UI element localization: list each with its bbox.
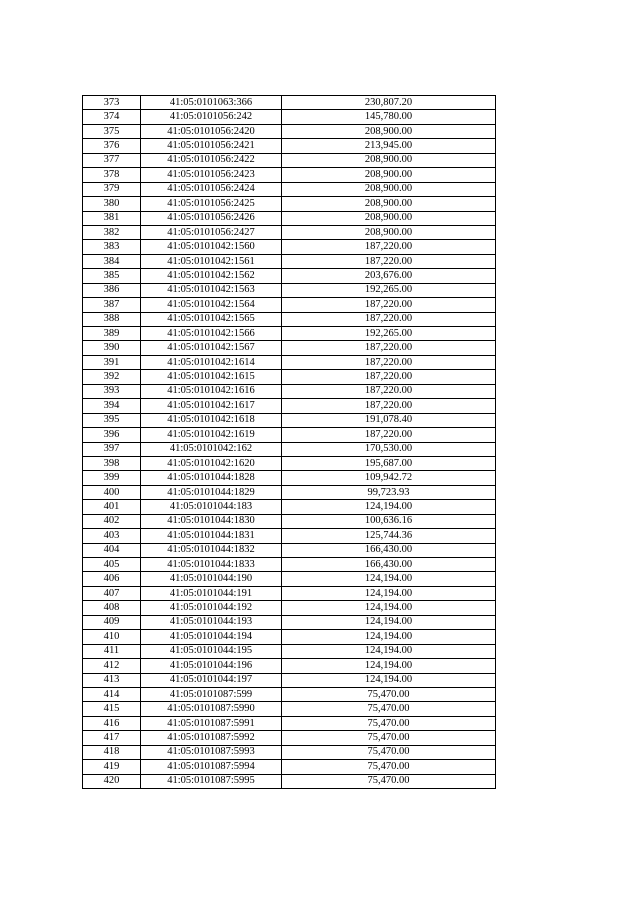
row-number-cell: 416 (83, 716, 141, 730)
table-row (83, 428, 496, 442)
row-number-cell: 382 (83, 225, 141, 239)
row-number-cell: 409 (83, 615, 141, 629)
table-row (83, 586, 496, 600)
table-row (83, 615, 496, 629)
value-cell: 145,780.00 (282, 110, 496, 124)
cadastral-number-cell: 41:05:0101042:1562 (141, 269, 282, 283)
cadastral-number-cell: 41:05:0101042:1616 (141, 384, 282, 398)
table-row (83, 413, 496, 427)
value-cell: 187,220.00 (282, 341, 496, 355)
table-row (83, 254, 496, 268)
value-cell: 124,194.00 (282, 500, 496, 514)
table-row (83, 355, 496, 369)
row-number-cell: 413 (83, 673, 141, 687)
value-cell: 187,220.00 (282, 355, 496, 369)
row-number-cell: 400 (83, 485, 141, 499)
value-cell: 187,220.00 (282, 312, 496, 326)
table-row (83, 630, 496, 644)
cadastral-number-cell: 41:05:0101044:193 (141, 615, 282, 629)
table-row (83, 370, 496, 384)
cadastral-number-cell: 41:05:0101042:162 (141, 442, 282, 456)
cadastral-number-cell: 41:05:0101056:2421 (141, 139, 282, 153)
row-number-cell: 373 (83, 96, 141, 110)
cadastral-number-cell: 41:05:0101042:1614 (141, 355, 282, 369)
cadastral-number-cell: 41:05:0101042:1565 (141, 312, 282, 326)
cadastral-number-cell: 41:05:0101087:5992 (141, 731, 282, 745)
value-cell: 187,220.00 (282, 298, 496, 312)
table-row (83, 659, 496, 673)
cadastral-number-cell: 41:05:0101087:5993 (141, 745, 282, 759)
value-cell: 170,530.00 (282, 442, 496, 456)
row-number-cell: 378 (83, 168, 141, 182)
value-cell: 192,265.00 (282, 327, 496, 341)
cadastral-number-cell: 41:05:0101042:1567 (141, 341, 282, 355)
cadastral-number-cell: 41:05:0101044:1829 (141, 485, 282, 499)
table-row (83, 110, 496, 124)
row-number-cell: 420 (83, 774, 141, 788)
cadastral-number-cell: 41:05:0101056:2424 (141, 182, 282, 196)
table-row (83, 269, 496, 283)
value-cell: 191,078.40 (282, 413, 496, 427)
row-number-cell: 405 (83, 558, 141, 572)
cadastral-number-cell: 41:05:0101044:1832 (141, 543, 282, 557)
cadastral-number-cell: 41:05:0101087:5994 (141, 760, 282, 774)
row-number-cell: 406 (83, 572, 141, 586)
cadastral-number-cell: 41:05:0101056:242 (141, 110, 282, 124)
row-number-cell: 388 (83, 312, 141, 326)
value-cell: 208,900.00 (282, 197, 496, 211)
cadastral-number-cell: 41:05:0101044:190 (141, 572, 282, 586)
cadastral-number-cell: 41:05:0101044:191 (141, 586, 282, 600)
value-cell: 75,470.00 (282, 716, 496, 730)
value-cell: 75,470.00 (282, 760, 496, 774)
value-cell: 187,220.00 (282, 399, 496, 413)
cadastral-number-cell: 41:05:0101042:1566 (141, 327, 282, 341)
cadastral-number-cell: 41:05:0101044:1828 (141, 471, 282, 485)
row-number-cell: 375 (83, 124, 141, 138)
row-number-cell: 390 (83, 341, 141, 355)
table-row (83, 139, 496, 153)
row-number-cell: 384 (83, 254, 141, 268)
row-number-cell: 374 (83, 110, 141, 124)
table-row (83, 543, 496, 557)
row-number-cell: 411 (83, 644, 141, 658)
value-cell: 208,900.00 (282, 211, 496, 225)
cadastral-number-cell: 41:05:0101044:197 (141, 673, 282, 687)
table-row (83, 197, 496, 211)
row-number-cell: 408 (83, 601, 141, 615)
table-row (83, 384, 496, 398)
table-row (83, 211, 496, 225)
row-number-cell: 401 (83, 500, 141, 514)
value-cell: 75,470.00 (282, 745, 496, 759)
row-number-cell: 377 (83, 153, 141, 167)
cadastral-number-cell: 41:05:0101087:5990 (141, 702, 282, 716)
value-cell: 109,942.72 (282, 471, 496, 485)
row-number-cell: 412 (83, 659, 141, 673)
table-row (83, 456, 496, 470)
value-cell: 208,900.00 (282, 124, 496, 138)
table-row (83, 168, 496, 182)
row-number-cell: 419 (83, 760, 141, 774)
value-cell: 187,220.00 (282, 370, 496, 384)
table-row (83, 760, 496, 774)
value-cell: 99,723.93 (282, 485, 496, 499)
value-cell: 124,194.00 (282, 572, 496, 586)
table-row (83, 558, 496, 572)
table-row (83, 745, 496, 759)
table-body (83, 96, 496, 789)
value-cell: 187,220.00 (282, 428, 496, 442)
cadastral-number-cell: 41:05:0101042:1617 (141, 399, 282, 413)
cadastral-number-cell: 41:05:0101063:366 (141, 96, 282, 110)
row-number-cell: 417 (83, 731, 141, 745)
cadastral-number-cell: 41:05:0101042:1619 (141, 428, 282, 442)
table-row (83, 312, 496, 326)
row-number-cell: 376 (83, 139, 141, 153)
cadastral-number-cell: 41:05:0101042:1564 (141, 298, 282, 312)
value-cell: 100,636.16 (282, 514, 496, 528)
value-cell: 75,470.00 (282, 774, 496, 788)
row-number-cell: 402 (83, 514, 141, 528)
row-number-cell: 414 (83, 687, 141, 701)
cadastral-number-cell: 41:05:0101056:2426 (141, 211, 282, 225)
cadastral-number-cell: 41:05:0101044:192 (141, 601, 282, 615)
row-number-cell: 392 (83, 370, 141, 384)
value-cell: 124,194.00 (282, 673, 496, 687)
table-row (83, 500, 496, 514)
cadastral-number-cell: 41:05:0101087:599 (141, 687, 282, 701)
value-cell: 192,265.00 (282, 283, 496, 297)
table-row (83, 529, 496, 543)
cadastral-number-cell: 41:05:0101042:1618 (141, 413, 282, 427)
value-cell: 125,744.36 (282, 529, 496, 543)
cadastral-number-cell: 41:05:0101044:1833 (141, 558, 282, 572)
cadastral-number-cell: 41:05:0101044:1830 (141, 514, 282, 528)
table-row (83, 485, 496, 499)
table-row (83, 687, 496, 701)
cadastral-number-cell: 41:05:0101056:2420 (141, 124, 282, 138)
value-cell: 208,900.00 (282, 225, 496, 239)
value-cell: 187,220.00 (282, 240, 496, 254)
row-number-cell: 387 (83, 298, 141, 312)
cadastral-number-cell: 41:05:0101056:2422 (141, 153, 282, 167)
row-number-cell: 393 (83, 384, 141, 398)
row-number-cell: 385 (83, 269, 141, 283)
row-number-cell: 418 (83, 745, 141, 759)
cadastral-number-cell: 41:05:0101056:2425 (141, 197, 282, 211)
table-row (83, 514, 496, 528)
cadastral-number-cell: 41:05:0101087:5991 (141, 716, 282, 730)
value-cell: 124,194.00 (282, 586, 496, 600)
value-cell: 166,430.00 (282, 543, 496, 557)
table-row (83, 673, 496, 687)
table-row (83, 716, 496, 730)
table-row (83, 702, 496, 716)
value-cell: 124,194.00 (282, 601, 496, 615)
row-number-cell: 407 (83, 586, 141, 600)
table-row (83, 153, 496, 167)
table-row (83, 731, 496, 745)
cadastral-number-cell: 41:05:0101042:1563 (141, 283, 282, 297)
row-number-cell: 394 (83, 399, 141, 413)
cadastral-number-cell: 41:05:0101044:196 (141, 659, 282, 673)
value-cell: 208,900.00 (282, 168, 496, 182)
table-row (83, 96, 496, 110)
value-cell: 203,676.00 (282, 269, 496, 283)
value-cell: 187,220.00 (282, 254, 496, 268)
value-cell: 213,945.00 (282, 139, 496, 153)
row-number-cell: 398 (83, 456, 141, 470)
row-number-cell: 399 (83, 471, 141, 485)
cadastral-number-cell: 41:05:0101044:1831 (141, 529, 282, 543)
table-row (83, 182, 496, 196)
cadastral-number-cell: 41:05:0101044:194 (141, 630, 282, 644)
table-row (83, 124, 496, 138)
table-row (83, 442, 496, 456)
cadastral-number-cell: 41:05:0101042:1615 (141, 370, 282, 384)
value-cell: 187,220.00 (282, 384, 496, 398)
table-row (83, 225, 496, 239)
row-number-cell: 389 (83, 327, 141, 341)
cadastral-number-cell: 41:05:0101087:5995 (141, 774, 282, 788)
row-number-cell: 391 (83, 355, 141, 369)
table-row (83, 341, 496, 355)
value-cell: 124,194.00 (282, 644, 496, 658)
table-row (83, 572, 496, 586)
value-cell: 75,470.00 (282, 687, 496, 701)
row-number-cell: 410 (83, 630, 141, 644)
cadastral-number-cell: 41:05:0101044:183 (141, 500, 282, 514)
value-cell: 166,430.00 (282, 558, 496, 572)
cadastral-value-table (82, 95, 496, 789)
row-number-cell: 403 (83, 529, 141, 543)
row-number-cell: 380 (83, 197, 141, 211)
value-cell: 124,194.00 (282, 659, 496, 673)
value-cell: 124,194.00 (282, 615, 496, 629)
table-row (83, 644, 496, 658)
row-number-cell: 395 (83, 413, 141, 427)
cadastral-number-cell: 41:05:0101056:2423 (141, 168, 282, 182)
value-cell: 208,900.00 (282, 182, 496, 196)
table-row (83, 774, 496, 788)
table-row (83, 399, 496, 413)
cadastral-number-cell: 41:05:0101042:1620 (141, 456, 282, 470)
row-number-cell: 383 (83, 240, 141, 254)
value-cell: 75,470.00 (282, 731, 496, 745)
cadastral-number-cell: 41:05:0101044:195 (141, 644, 282, 658)
table-row (83, 601, 496, 615)
row-number-cell: 386 (83, 283, 141, 297)
value-cell: 208,900.00 (282, 153, 496, 167)
value-cell: 195,687.00 (282, 456, 496, 470)
cadastral-number-cell: 41:05:0101056:2427 (141, 225, 282, 239)
row-number-cell: 396 (83, 428, 141, 442)
table-row (83, 471, 496, 485)
table-row (83, 298, 496, 312)
row-number-cell: 381 (83, 211, 141, 225)
table-row (83, 327, 496, 341)
cadastral-number-cell: 41:05:0101042:1560 (141, 240, 282, 254)
row-number-cell: 397 (83, 442, 141, 456)
row-number-cell: 415 (83, 702, 141, 716)
row-number-cell: 404 (83, 543, 141, 557)
value-cell: 75,470.00 (282, 702, 496, 716)
table-row (83, 283, 496, 297)
row-number-cell: 379 (83, 182, 141, 196)
table-row (83, 240, 496, 254)
value-cell: 124,194.00 (282, 630, 496, 644)
value-cell: 230,807.20 (282, 96, 496, 110)
cadastral-number-cell: 41:05:0101042:1561 (141, 254, 282, 268)
